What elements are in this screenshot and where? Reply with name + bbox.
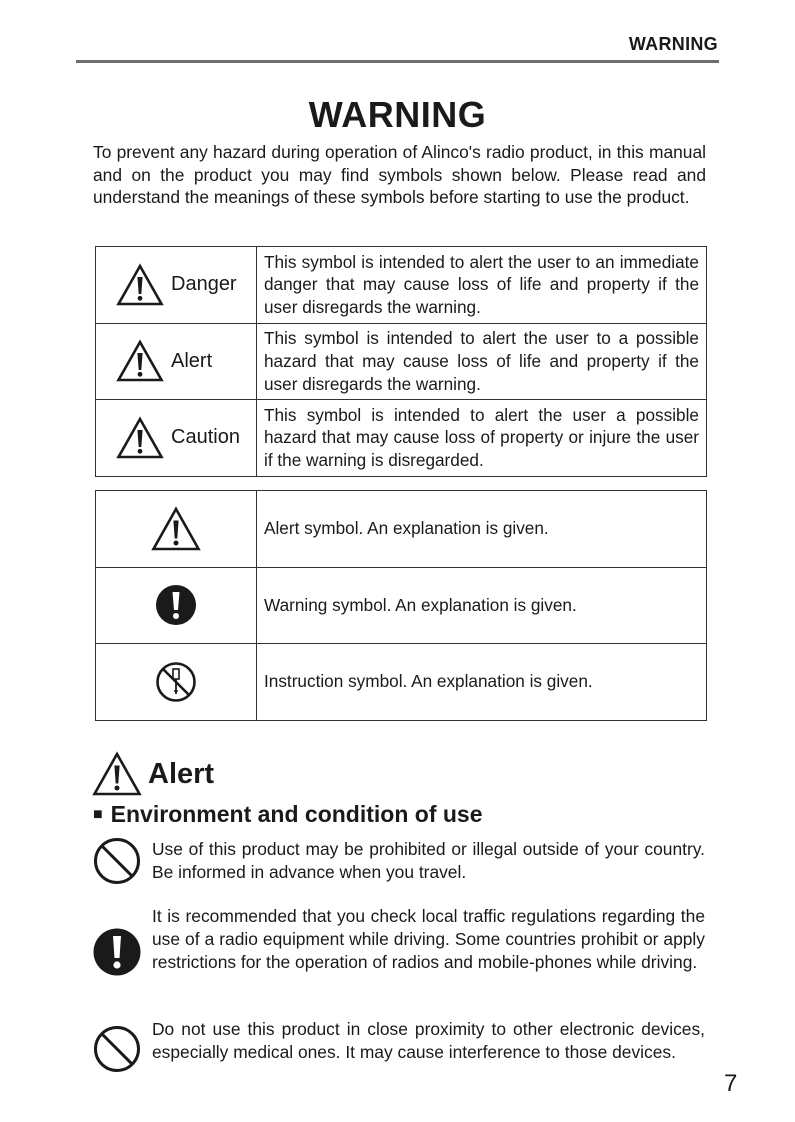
symbol-description: Alert symbol. An explanation is given. bbox=[264, 518, 549, 539]
warning-exclamation-icon bbox=[93, 928, 141, 976]
hazard-level-label: Caution bbox=[171, 426, 240, 449]
hazard-description-cell bbox=[257, 247, 707, 324]
symbol-description: Instruction symbol. An explanation is given. bbox=[264, 671, 593, 692]
prohibited-disassembly-icon bbox=[155, 661, 197, 703]
page-title: WARNING bbox=[308, 94, 487, 135]
section-subheading bbox=[93, 801, 483, 828]
table-row bbox=[96, 247, 707, 324]
table-row bbox=[96, 567, 707, 644]
hazard-level-label: Alert bbox=[171, 349, 213, 372]
hazard-description: This symbol is intended to alert the user to an immediate danger that may cause loss of life and property if the user disregards the warning. bbox=[264, 251, 699, 318]
alert-item-text: It is recommended that you check local traffic regulations regarding the use of a radio equipment while driving. Some countries prohibit or apply restrictions for the operation of radios and mobile-phones while driving. bbox=[152, 906, 705, 972]
square-bullet: ■ bbox=[93, 806, 103, 823]
symbol-description-cell bbox=[257, 567, 707, 644]
hazard-description: This symbol is intended to alert the user a possible hazard that may cause loss of property or injure the user if the warning is disregarded. bbox=[264, 404, 699, 471]
hazard-description-cell bbox=[257, 400, 707, 477]
symbol-description-cell bbox=[257, 491, 707, 568]
warning-triangle-icon bbox=[116, 263, 164, 307]
hazard-label-cell bbox=[96, 247, 257, 324]
table-row bbox=[96, 491, 707, 568]
alert-heading bbox=[92, 751, 214, 797]
alert-item-text: Use of this product may be prohibited or illegal outside of your country. Be informed in advance when you travel. bbox=[152, 839, 705, 882]
hazard-description-cell bbox=[257, 323, 707, 400]
alert-heading-text: Alert bbox=[148, 757, 215, 790]
symbol-type-table bbox=[95, 490, 707, 721]
warning-triangle-icon bbox=[92, 751, 142, 797]
alert-item-text: Do not use this product in close proximity to other electronic devices, especially medical ones. It may cause interference to those devices. bbox=[152, 1019, 705, 1062]
symbol-icon-cell bbox=[96, 567, 257, 644]
symbol-icon-cell bbox=[96, 491, 257, 568]
hazard-level-label: Danger bbox=[171, 273, 237, 296]
intro-paragraph: To prevent any hazard during operation of Alinco's radio product, in this manual and on the product you may find symbols shown below. Please read and understand the meanings of these symbols before starting to use the product. bbox=[93, 142, 706, 208]
section-subheading-text: Environment and condition of use bbox=[110, 801, 483, 827]
hazard-label-cell bbox=[96, 400, 257, 477]
warning-triangle-icon bbox=[116, 339, 164, 383]
warning-exclamation-icon bbox=[155, 584, 197, 626]
hazard-label-cell bbox=[96, 323, 257, 400]
hazard-description: This symbol is intended to alert the user to a possible hazard that may cause loss of life and property if the user disregards the warning. bbox=[264, 328, 699, 394]
symbol-icon-cell bbox=[96, 644, 257, 721]
table-row bbox=[96, 400, 707, 477]
alert-triangle-icon bbox=[151, 506, 201, 552]
hazard-level-table bbox=[95, 246, 707, 477]
symbol-description-cell bbox=[257, 644, 707, 721]
prohibition-icon bbox=[93, 1025, 141, 1073]
symbol-description: Warning symbol. An explanation is given. bbox=[264, 594, 577, 615]
warning-triangle-icon bbox=[116, 416, 164, 460]
table-row bbox=[96, 644, 707, 721]
table-row bbox=[96, 323, 707, 400]
header-rule bbox=[76, 60, 719, 63]
running-header: WARNING bbox=[628, 34, 718, 54]
page-number: 7 bbox=[724, 1070, 738, 1097]
prohibition-icon bbox=[93, 837, 141, 885]
